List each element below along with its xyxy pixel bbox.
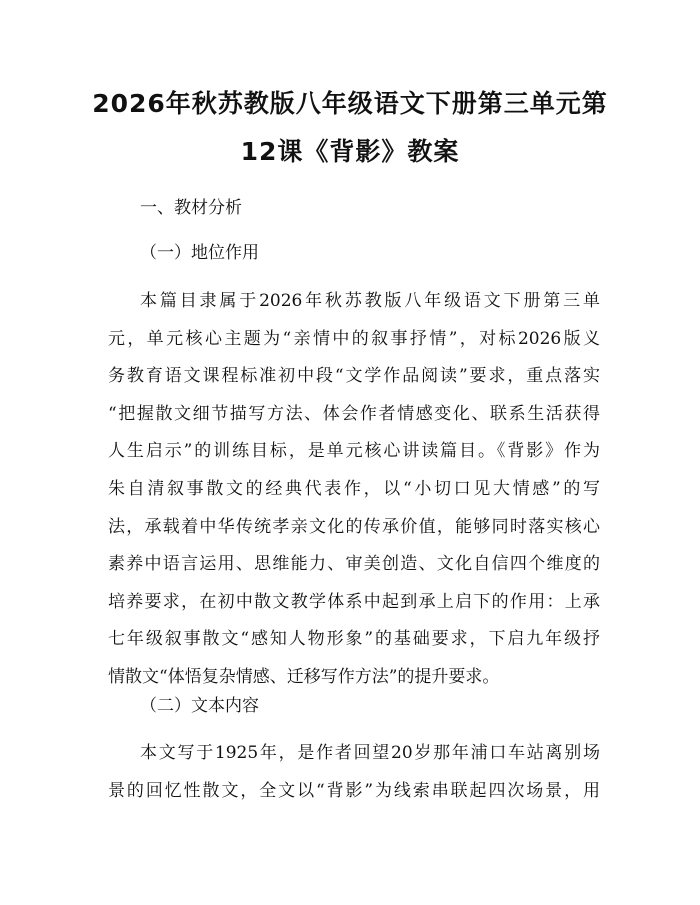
paragraph-position-role [108, 283, 600, 697]
paragraph-line: 景的回忆性散文，全文以“背影”为线索串联起四次场景，用 [108, 780, 600, 801]
paragraph-line: 七年级叙事散文“感知人物形象”的基础要求，下启九年级抒 [108, 629, 600, 650]
paragraph-line: 本文写于1925年，是作者回望20岁那年浦口车站离别场 [140, 743, 600, 763]
section-heading-teaching-material-analysis: 一、教材分析 [140, 198, 242, 218]
document-title-line-2: 12课《背影》教案 [240, 137, 460, 166]
subsection-heading-position-role: （一）地位作用 [140, 243, 259, 263]
paragraph-line: 素养中语言运用、思维能力、审美创造、文化自信四个维度的 [108, 554, 600, 575]
paragraph-line: 法，承载着中华传统孝亲文化的传承价值，能够同时落实核心 [108, 516, 600, 537]
paragraph-line: 朱自清叙事散文的经典代表作，以“小切口见大情感”的写 [108, 478, 600, 499]
paragraph-line: 人生启示”的训练目标，是单元核心讲读篇目。《背影》作为 [108, 441, 600, 462]
paragraph-line: “把握散文细节描写方法、体会作者情感变化、联系生活获得 [108, 403, 600, 424]
paragraph-line: 元，单元核心主题为“亲情中的叙事抒情”，对标2026版义 [108, 328, 600, 349]
document-title-line-1: 2026年秋苏教版八年级语文下册第三单元第 [92, 89, 608, 118]
paragraph-line: 务教育语文课程标准初中段“文学作品阅读”要求，重点落实 [108, 366, 600, 387]
paragraph-text-content [108, 735, 600, 810]
paragraph-line: 情散文“体悟复杂情感、迁移写作方法”的提升要求。 [108, 666, 500, 687]
paragraph-line: 本篇目隶属于2026年秋苏教版八年级语文下册第三单 [140, 291, 600, 311]
paragraph-line: 培养要求，在初中散文教学体系中起到承上启下的作用：上承 [108, 591, 600, 612]
subsection-heading-text-content: （二）文本内容 [140, 696, 259, 716]
